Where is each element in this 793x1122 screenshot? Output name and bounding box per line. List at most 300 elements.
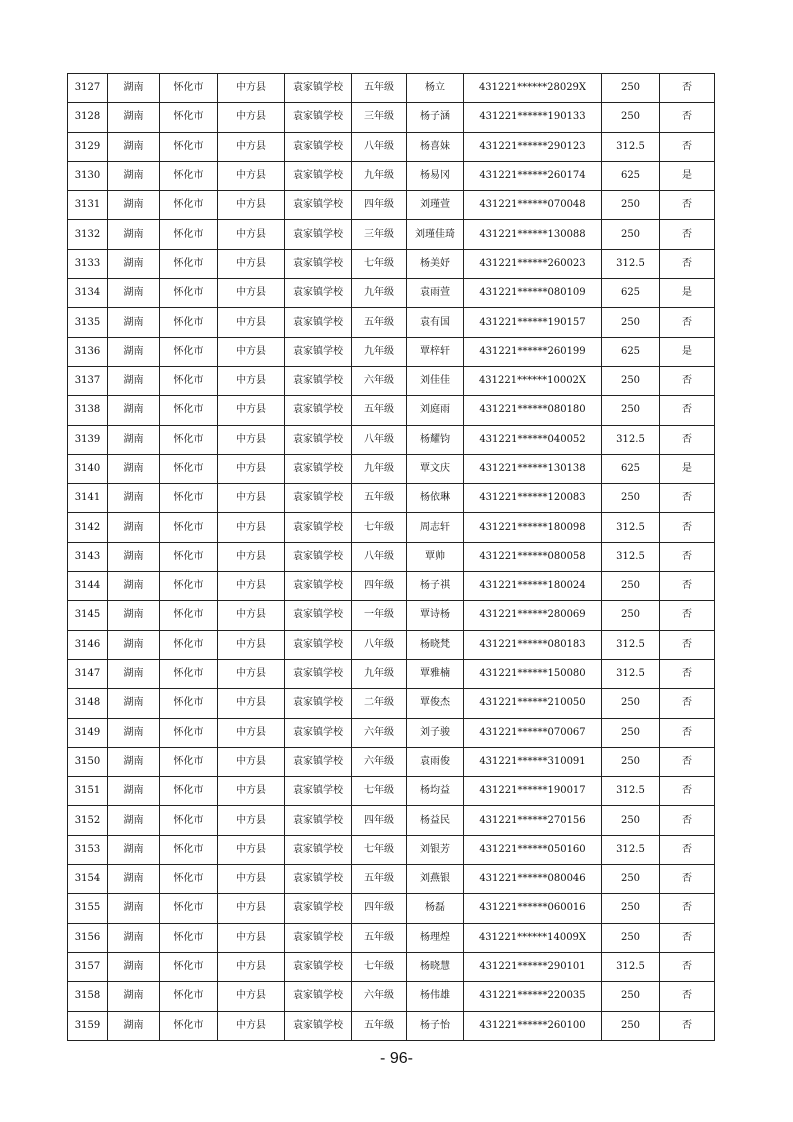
- table-row: [68, 835, 715, 864]
- grade-cell: 八年级: [352, 132, 407, 161]
- city-cell: 怀化市: [160, 806, 218, 835]
- row-number-cell: 3127: [68, 74, 108, 103]
- table-row: [68, 1011, 715, 1040]
- province-cell: 湖南: [108, 161, 160, 190]
- province-cell: 湖南: [108, 513, 160, 542]
- id-number-cell: 431221******070048: [464, 191, 602, 220]
- flag-cell: 否: [660, 865, 715, 894]
- student-name-cell: 杨伟雄: [407, 982, 464, 1011]
- school-cell: 袁家镇学校: [285, 191, 352, 220]
- school-cell: 袁家镇学校: [285, 601, 352, 630]
- amount-cell: 250: [602, 601, 660, 630]
- row-number-cell: 3150: [68, 747, 108, 776]
- amount-cell: 250: [602, 865, 660, 894]
- row-number-cell: 3136: [68, 337, 108, 366]
- city-cell: 怀化市: [160, 425, 218, 454]
- row-number-cell: 3140: [68, 454, 108, 483]
- county-cell: 中方县: [218, 689, 285, 718]
- table-row: [68, 366, 715, 395]
- flag-cell: 是: [660, 454, 715, 483]
- row-number-cell: 3130: [68, 161, 108, 190]
- city-cell: 怀化市: [160, 718, 218, 747]
- table-row: [68, 923, 715, 952]
- city-cell: 怀化市: [160, 454, 218, 483]
- flag-cell: 否: [660, 425, 715, 454]
- grade-cell: 六年级: [352, 982, 407, 1011]
- table-row: [68, 103, 715, 132]
- student-name-cell: 覃雅楠: [407, 659, 464, 688]
- school-cell: 袁家镇学校: [285, 718, 352, 747]
- grade-cell: 九年级: [352, 659, 407, 688]
- flag-cell: 否: [660, 308, 715, 337]
- id-number-cell: 431221******290101: [464, 952, 602, 981]
- city-cell: 怀化市: [160, 161, 218, 190]
- grade-cell: 二年级: [352, 689, 407, 718]
- province-cell: 湖南: [108, 191, 160, 220]
- row-number-cell: 3159: [68, 1011, 108, 1040]
- city-cell: 怀化市: [160, 513, 218, 542]
- county-cell: 中方县: [218, 191, 285, 220]
- flag-cell: 否: [660, 659, 715, 688]
- grade-cell: 九年级: [352, 161, 407, 190]
- student-name-cell: 杨立: [407, 74, 464, 103]
- id-number-cell: 431221******080109: [464, 279, 602, 308]
- province-cell: 湖南: [108, 747, 160, 776]
- student-name-cell: 覃帅: [407, 542, 464, 571]
- province-cell: 湖南: [108, 630, 160, 659]
- row-number-cell: 3156: [68, 923, 108, 952]
- city-cell: 怀化市: [160, 923, 218, 952]
- table-row: [68, 396, 715, 425]
- table-body: [68, 74, 715, 1041]
- amount-cell: 250: [602, 103, 660, 132]
- city-cell: 怀化市: [160, 601, 218, 630]
- flag-cell: 是: [660, 337, 715, 366]
- school-cell: 袁家镇学校: [285, 777, 352, 806]
- province-cell: 湖南: [108, 689, 160, 718]
- county-cell: 中方县: [218, 894, 285, 923]
- flag-cell: 否: [660, 894, 715, 923]
- amount-cell: 625: [602, 161, 660, 190]
- city-cell: 怀化市: [160, 337, 218, 366]
- city-cell: 怀化市: [160, 835, 218, 864]
- county-cell: 中方县: [218, 220, 285, 249]
- school-cell: 袁家镇学校: [285, 1011, 352, 1040]
- grade-cell: 九年级: [352, 337, 407, 366]
- amount-cell: 625: [602, 279, 660, 308]
- county-cell: 中方县: [218, 572, 285, 601]
- school-cell: 袁家镇学校: [285, 659, 352, 688]
- flag-cell: 否: [660, 982, 715, 1011]
- student-name-cell: 覃梓轩: [407, 337, 464, 366]
- province-cell: 湖南: [108, 1011, 160, 1040]
- province-cell: 湖南: [108, 777, 160, 806]
- id-number-cell: 431221******180098: [464, 513, 602, 542]
- student-name-cell: 杨耀钧: [407, 425, 464, 454]
- table-row: [68, 630, 715, 659]
- table-row: [68, 777, 715, 806]
- county-cell: 中方县: [218, 747, 285, 776]
- amount-cell: 312.5: [602, 630, 660, 659]
- amount-cell: 250: [602, 806, 660, 835]
- city-cell: 怀化市: [160, 894, 218, 923]
- flag-cell: 否: [660, 249, 715, 278]
- table-row: [68, 337, 715, 366]
- county-cell: 中方县: [218, 132, 285, 161]
- province-cell: 湖南: [108, 542, 160, 571]
- flag-cell: 否: [660, 777, 715, 806]
- grade-cell: 七年级: [352, 777, 407, 806]
- school-cell: 袁家镇学校: [285, 865, 352, 894]
- city-cell: 怀化市: [160, 777, 218, 806]
- row-number-cell: 3147: [68, 659, 108, 688]
- county-cell: 中方县: [218, 659, 285, 688]
- student-name-cell: 刘瑾佳琦: [407, 220, 464, 249]
- amount-cell: 312.5: [602, 777, 660, 806]
- city-cell: 怀化市: [160, 249, 218, 278]
- flag-cell: 否: [660, 689, 715, 718]
- province-cell: 湖南: [108, 425, 160, 454]
- province-cell: 湖南: [108, 279, 160, 308]
- city-cell: 怀化市: [160, 191, 218, 220]
- city-cell: 怀化市: [160, 659, 218, 688]
- province-cell: 湖南: [108, 865, 160, 894]
- id-number-cell: 431221******190133: [464, 103, 602, 132]
- row-number-cell: 3152: [68, 806, 108, 835]
- id-number-cell: 431221******14009X: [464, 923, 602, 952]
- school-cell: 袁家镇学校: [285, 425, 352, 454]
- county-cell: 中方县: [218, 718, 285, 747]
- student-subsidy-table: [67, 73, 715, 1041]
- school-cell: 袁家镇学校: [285, 982, 352, 1011]
- grade-cell: 七年级: [352, 835, 407, 864]
- row-number-cell: 3144: [68, 572, 108, 601]
- province-cell: 湖南: [108, 308, 160, 337]
- table-row: [68, 806, 715, 835]
- table-row: [68, 220, 715, 249]
- county-cell: 中方县: [218, 249, 285, 278]
- student-name-cell: 杨益民: [407, 806, 464, 835]
- row-number-cell: 3148: [68, 689, 108, 718]
- table-row: [68, 513, 715, 542]
- row-number-cell: 3132: [68, 220, 108, 249]
- student-name-cell: 杨理煌: [407, 923, 464, 952]
- county-cell: 中方县: [218, 103, 285, 132]
- row-number-cell: 3128: [68, 103, 108, 132]
- grade-cell: 四年级: [352, 572, 407, 601]
- province-cell: 湖南: [108, 923, 160, 952]
- flag-cell: 否: [660, 601, 715, 630]
- flag-cell: 否: [660, 74, 715, 103]
- row-number-cell: 3129: [68, 132, 108, 161]
- id-number-cell: 431221******260100: [464, 1011, 602, 1040]
- row-number-cell: 3155: [68, 894, 108, 923]
- county-cell: 中方县: [218, 982, 285, 1011]
- student-name-cell: 袁雨俊: [407, 747, 464, 776]
- flag-cell: 否: [660, 1011, 715, 1040]
- city-cell: 怀化市: [160, 74, 218, 103]
- school-cell: 袁家镇学校: [285, 366, 352, 395]
- row-number-cell: 3134: [68, 279, 108, 308]
- school-cell: 袁家镇学校: [285, 308, 352, 337]
- province-cell: 湖南: [108, 454, 160, 483]
- flag-cell: 否: [660, 103, 715, 132]
- county-cell: 中方县: [218, 835, 285, 864]
- school-cell: 袁家镇学校: [285, 220, 352, 249]
- province-cell: 湖南: [108, 982, 160, 1011]
- student-name-cell: 杨晓梵: [407, 630, 464, 659]
- table-row: [68, 308, 715, 337]
- student-name-cell: 覃诗杨: [407, 601, 464, 630]
- amount-cell: 250: [602, 689, 660, 718]
- amount-cell: 312.5: [602, 425, 660, 454]
- page-number: - 96-: [380, 1050, 413, 1067]
- table-row: [68, 191, 715, 220]
- county-cell: 中方县: [218, 484, 285, 513]
- table-row: [68, 747, 715, 776]
- id-number-cell: 431221******260174: [464, 161, 602, 190]
- student-name-cell: 杨子祺: [407, 572, 464, 601]
- student-name-cell: 刘庭雨: [407, 396, 464, 425]
- id-number-cell: 431221******210050: [464, 689, 602, 718]
- flag-cell: 是: [660, 161, 715, 190]
- province-cell: 湖南: [108, 249, 160, 278]
- id-number-cell: 431221******280069: [464, 601, 602, 630]
- grade-cell: 四年级: [352, 191, 407, 220]
- student-name-cell: 杨依琳: [407, 484, 464, 513]
- province-cell: 湖南: [108, 894, 160, 923]
- school-cell: 袁家镇学校: [285, 103, 352, 132]
- school-cell: 袁家镇学校: [285, 513, 352, 542]
- amount-cell: 250: [602, 191, 660, 220]
- table-row: [68, 865, 715, 894]
- id-number-cell: 431221******120083: [464, 484, 602, 513]
- province-cell: 湖南: [108, 484, 160, 513]
- province-cell: 湖南: [108, 572, 160, 601]
- county-cell: 中方县: [218, 923, 285, 952]
- amount-cell: 250: [602, 572, 660, 601]
- school-cell: 袁家镇学校: [285, 249, 352, 278]
- school-cell: 袁家镇学校: [285, 923, 352, 952]
- school-cell: 袁家镇学校: [285, 74, 352, 103]
- county-cell: 中方县: [218, 337, 285, 366]
- id-number-cell: 431221******040052: [464, 425, 602, 454]
- id-number-cell: 431221******28029X: [464, 74, 602, 103]
- student-name-cell: 杨晓慧: [407, 952, 464, 981]
- table-row: [68, 161, 715, 190]
- table-row: [68, 572, 715, 601]
- school-cell: 袁家镇学校: [285, 161, 352, 190]
- amount-cell: 312.5: [602, 542, 660, 571]
- row-number-cell: 3135: [68, 308, 108, 337]
- county-cell: 中方县: [218, 601, 285, 630]
- row-number-cell: 3145: [68, 601, 108, 630]
- amount-cell: 250: [602, 74, 660, 103]
- flag-cell: 否: [660, 366, 715, 395]
- student-name-cell: 杨喜妹: [407, 132, 464, 161]
- school-cell: 袁家镇学校: [285, 952, 352, 981]
- city-cell: 怀化市: [160, 484, 218, 513]
- grade-cell: 五年级: [352, 484, 407, 513]
- county-cell: 中方县: [218, 396, 285, 425]
- city-cell: 怀化市: [160, 366, 218, 395]
- grade-cell: 五年级: [352, 923, 407, 952]
- grade-cell: 五年级: [352, 1011, 407, 1040]
- flag-cell: 否: [660, 630, 715, 659]
- grade-cell: 七年级: [352, 952, 407, 981]
- student-name-cell: 杨美妤: [407, 249, 464, 278]
- row-number-cell: 3139: [68, 425, 108, 454]
- county-cell: 中方县: [218, 865, 285, 894]
- grade-cell: 四年级: [352, 894, 407, 923]
- province-cell: 湖南: [108, 396, 160, 425]
- student-name-cell: 刘银芳: [407, 835, 464, 864]
- id-number-cell: 431221******190017: [464, 777, 602, 806]
- city-cell: 怀化市: [160, 982, 218, 1011]
- grade-cell: 三年级: [352, 220, 407, 249]
- grade-cell: 一年级: [352, 601, 407, 630]
- table-row: [68, 952, 715, 981]
- city-cell: 怀化市: [160, 220, 218, 249]
- id-number-cell: 431221******10002X: [464, 366, 602, 395]
- table-row: [68, 659, 715, 688]
- county-cell: 中方县: [218, 542, 285, 571]
- table-row: [68, 484, 715, 513]
- id-number-cell: 431221******070067: [464, 718, 602, 747]
- student-name-cell: 杨易冈: [407, 161, 464, 190]
- student-name-cell: 刘佳佳: [407, 366, 464, 395]
- student-name-cell: 袁雨萱: [407, 279, 464, 308]
- amount-cell: 250: [602, 1011, 660, 1040]
- flag-cell: 否: [660, 220, 715, 249]
- county-cell: 中方县: [218, 454, 285, 483]
- grade-cell: 三年级: [352, 103, 407, 132]
- school-cell: 袁家镇学校: [285, 689, 352, 718]
- amount-cell: 250: [602, 982, 660, 1011]
- table-row: [68, 74, 715, 103]
- grade-cell: 九年级: [352, 279, 407, 308]
- grade-cell: 七年级: [352, 249, 407, 278]
- province-cell: 湖南: [108, 718, 160, 747]
- grade-cell: 八年级: [352, 542, 407, 571]
- city-cell: 怀化市: [160, 308, 218, 337]
- province-cell: 湖南: [108, 337, 160, 366]
- grade-cell: 六年级: [352, 718, 407, 747]
- province-cell: 湖南: [108, 952, 160, 981]
- id-number-cell: 431221******310091: [464, 747, 602, 776]
- student-name-cell: 刘子骏: [407, 718, 464, 747]
- student-name-cell: 杨均益: [407, 777, 464, 806]
- grade-cell: 六年级: [352, 366, 407, 395]
- id-number-cell: 431221******220035: [464, 982, 602, 1011]
- amount-cell: 250: [602, 366, 660, 395]
- table-row: [68, 542, 715, 571]
- row-number-cell: 3149: [68, 718, 108, 747]
- row-number-cell: 3133: [68, 249, 108, 278]
- row-number-cell: 3153: [68, 835, 108, 864]
- amount-cell: 312.5: [602, 513, 660, 542]
- row-number-cell: 3146: [68, 630, 108, 659]
- county-cell: 中方县: [218, 425, 285, 454]
- county-cell: 中方县: [218, 952, 285, 981]
- id-number-cell: 431221******130138: [464, 454, 602, 483]
- school-cell: 袁家镇学校: [285, 484, 352, 513]
- city-cell: 怀化市: [160, 952, 218, 981]
- row-number-cell: 3141: [68, 484, 108, 513]
- table-row: [68, 982, 715, 1011]
- row-number-cell: 3138: [68, 396, 108, 425]
- table-row: [68, 425, 715, 454]
- row-number-cell: 3154: [68, 865, 108, 894]
- county-cell: 中方县: [218, 161, 285, 190]
- student-name-cell: 杨子涵: [407, 103, 464, 132]
- grade-cell: 八年级: [352, 425, 407, 454]
- amount-cell: 250: [602, 718, 660, 747]
- flag-cell: 否: [660, 513, 715, 542]
- id-number-cell: 431221******180024: [464, 572, 602, 601]
- school-cell: 袁家镇学校: [285, 542, 352, 571]
- id-number-cell: 431221******260199: [464, 337, 602, 366]
- id-number-cell: 431221******290123: [464, 132, 602, 161]
- id-number-cell: 431221******130088: [464, 220, 602, 249]
- city-cell: 怀化市: [160, 542, 218, 571]
- school-cell: 袁家镇学校: [285, 630, 352, 659]
- row-number-cell: 3157: [68, 952, 108, 981]
- province-cell: 湖南: [108, 659, 160, 688]
- id-number-cell: 431221******150080: [464, 659, 602, 688]
- id-number-cell: 431221******190157: [464, 308, 602, 337]
- student-name-cell: 杨子怡: [407, 1011, 464, 1040]
- school-cell: 袁家镇学校: [285, 835, 352, 864]
- flag-cell: 否: [660, 952, 715, 981]
- flag-cell: 否: [660, 542, 715, 571]
- county-cell: 中方县: [218, 777, 285, 806]
- table-row: [68, 249, 715, 278]
- grade-cell: 五年级: [352, 74, 407, 103]
- student-name-cell: 杨磊: [407, 894, 464, 923]
- province-cell: 湖南: [108, 835, 160, 864]
- student-name-cell: 周志轩: [407, 513, 464, 542]
- table-row: [68, 279, 715, 308]
- amount-cell: 250: [602, 923, 660, 952]
- id-number-cell: 431221******050160: [464, 835, 602, 864]
- school-cell: 袁家镇学校: [285, 747, 352, 776]
- row-number-cell: 3131: [68, 191, 108, 220]
- flag-cell: 否: [660, 191, 715, 220]
- amount-cell: 625: [602, 337, 660, 366]
- row-number-cell: 3142: [68, 513, 108, 542]
- id-number-cell: 431221******080183: [464, 630, 602, 659]
- amount-cell: 250: [602, 308, 660, 337]
- table-row: [68, 601, 715, 630]
- table-row: [68, 689, 715, 718]
- school-cell: 袁家镇学校: [285, 894, 352, 923]
- city-cell: 怀化市: [160, 747, 218, 776]
- amount-cell: 250: [602, 396, 660, 425]
- id-number-cell: 431221******060016: [464, 894, 602, 923]
- student-name-cell: 刘燕银: [407, 865, 464, 894]
- province-cell: 湖南: [108, 74, 160, 103]
- province-cell: 湖南: [108, 601, 160, 630]
- grade-cell: 八年级: [352, 630, 407, 659]
- amount-cell: 312.5: [602, 952, 660, 981]
- table-row: [68, 454, 715, 483]
- province-cell: 湖南: [108, 366, 160, 395]
- city-cell: 怀化市: [160, 689, 218, 718]
- grade-cell: 七年级: [352, 513, 407, 542]
- county-cell: 中方县: [218, 366, 285, 395]
- school-cell: 袁家镇学校: [285, 572, 352, 601]
